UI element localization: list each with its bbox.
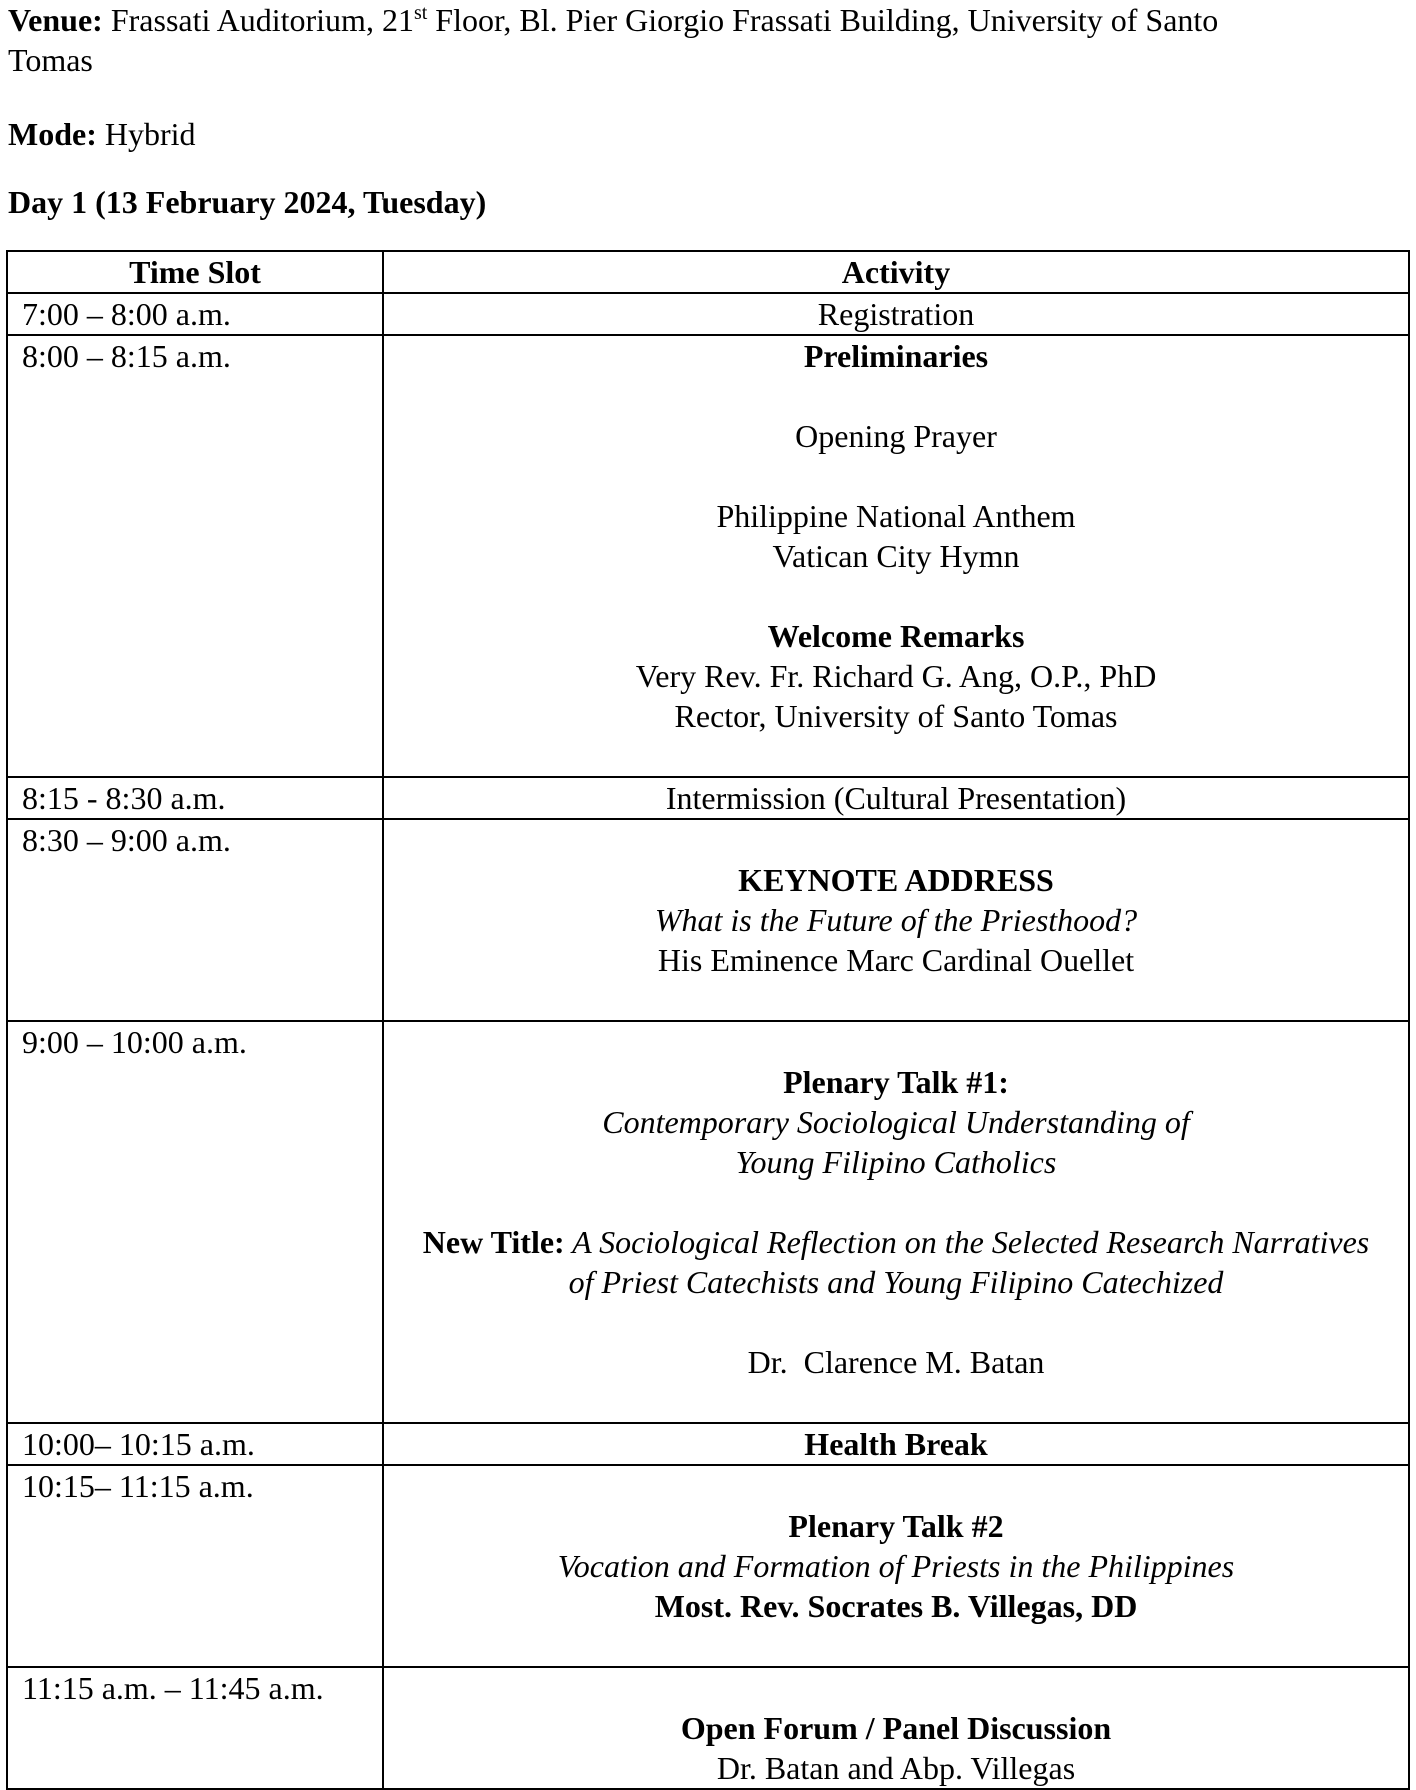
time-slot: 10:00– 10:15 a.m.	[7, 1423, 383, 1465]
welcome-speaker: Very Rev. Fr. Richard G. Ang, O.P., PhD	[635, 658, 1157, 694]
activity-opening-prayer: Opening Prayer	[795, 418, 997, 454]
new-title-line1	[394, 1222, 1398, 1262]
activity-health-break: Health Break	[804, 1426, 988, 1462]
venue-line	[8, 0, 1218, 80]
activity-cell	[383, 1667, 1409, 1789]
new-title-text: A Sociological Reflection on the Selected Research Narratives	[564, 1224, 1370, 1260]
table-row	[7, 1021, 1409, 1423]
keynote-title: What is the Future of the Priesthood?	[654, 902, 1138, 938]
activity-cell	[383, 819, 1409, 1021]
activity-plenary-talk-2: Plenary Talk #2	[788, 1508, 1004, 1544]
activity-plenary-talk-1: Plenary Talk #1:	[783, 1064, 1009, 1100]
activity-preliminaries: Preliminaries	[803, 338, 989, 374]
activity-cell	[383, 1465, 1409, 1667]
time-slot: 10:15– 11:15 a.m.	[7, 1465, 383, 1667]
activity-cell	[383, 1423, 1409, 1465]
new-title-line2: of Priest Catechists and Young Filipino Catechized	[568, 1264, 1224, 1300]
mode-value: Hybrid	[96, 116, 196, 152]
venue-text: Frassati Auditorium, 21	[102, 2, 414, 38]
time-slot: 7:00 – 8:00 a.m.	[7, 293, 383, 335]
time-slot: 8:30 – 9:00 a.m.	[7, 819, 383, 1021]
venue-text-rest: Floor, Bl. Pier Giorgio Frassati Building, University of Santo	[427, 2, 1219, 38]
keynote-speaker: His Eminence Marc Cardinal Ouellet	[657, 942, 1135, 978]
activity-national-anthem: Philippine National Anthem	[716, 498, 1076, 534]
table-row	[7, 819, 1409, 1021]
activity-cell	[383, 335, 1409, 777]
activity-keynote: KEYNOTE ADDRESS	[738, 862, 1054, 898]
time-slot: 9:00 – 10:00 a.m.	[7, 1021, 383, 1423]
venue-text-line2: Tomas	[8, 42, 93, 78]
table-row	[7, 1423, 1409, 1465]
col-header-activity: Activity	[383, 251, 1409, 293]
table-row	[7, 777, 1409, 819]
plenary2-speaker: Most. Rev. Socrates B. Villegas, DD	[654, 1588, 1138, 1624]
venue-label: Venue:	[8, 2, 103, 38]
table-row	[7, 1465, 1409, 1667]
activity-cell	[383, 1021, 1409, 1423]
activity-intermission: Intermission (Cultural Presentation)	[665, 780, 1127, 816]
time-slot: 11:15 a.m. – 11:45 a.m.	[7, 1667, 383, 1789]
activity-open-forum: Open Forum / Panel Discussion	[680, 1710, 1112, 1746]
table-row	[7, 1667, 1409, 1789]
day-title-text: Day 1 (13 February 2024, Tuesday)	[8, 184, 487, 220]
schedule-table	[6, 250, 1410, 1790]
table-row	[7, 335, 1409, 777]
table-row	[7, 293, 1409, 335]
activity-registration: Registration	[817, 296, 975, 332]
day-title	[8, 182, 486, 222]
venue-ordinal-suffix: st	[413, 2, 428, 24]
forum-speakers: Dr. Batan and Abp. Villegas	[716, 1750, 1076, 1786]
new-title-label: New Title:	[422, 1224, 565, 1260]
activity-vatican-hymn: Vatican City Hymn	[772, 538, 1020, 574]
col-header-time: Time Slot	[7, 251, 383, 293]
mode-label: Mode:	[8, 116, 97, 152]
table-header-row	[7, 251, 1409, 293]
activity-welcome-remarks: Welcome Remarks	[767, 618, 1025, 654]
plenary1-title-line2: Young Filipino Catholics	[735, 1144, 1057, 1180]
plenary1-title-line1: Contemporary Sociological Understanding of	[602, 1104, 1190, 1140]
mode-line	[8, 114, 196, 154]
welcome-speaker-role: Rector, University of Santo Tomas	[674, 698, 1118, 734]
plenary1-speaker: Dr. Clarence M. Batan	[747, 1344, 1045, 1380]
time-slot: 8:15 - 8:30 a.m.	[7, 777, 383, 819]
plenary2-title: Vocation and Formation of Priests in the Philippines	[557, 1548, 1235, 1584]
activity-cell	[383, 293, 1409, 335]
time-slot: 8:00 – 8:15 a.m.	[7, 335, 383, 777]
activity-cell	[383, 777, 1409, 819]
